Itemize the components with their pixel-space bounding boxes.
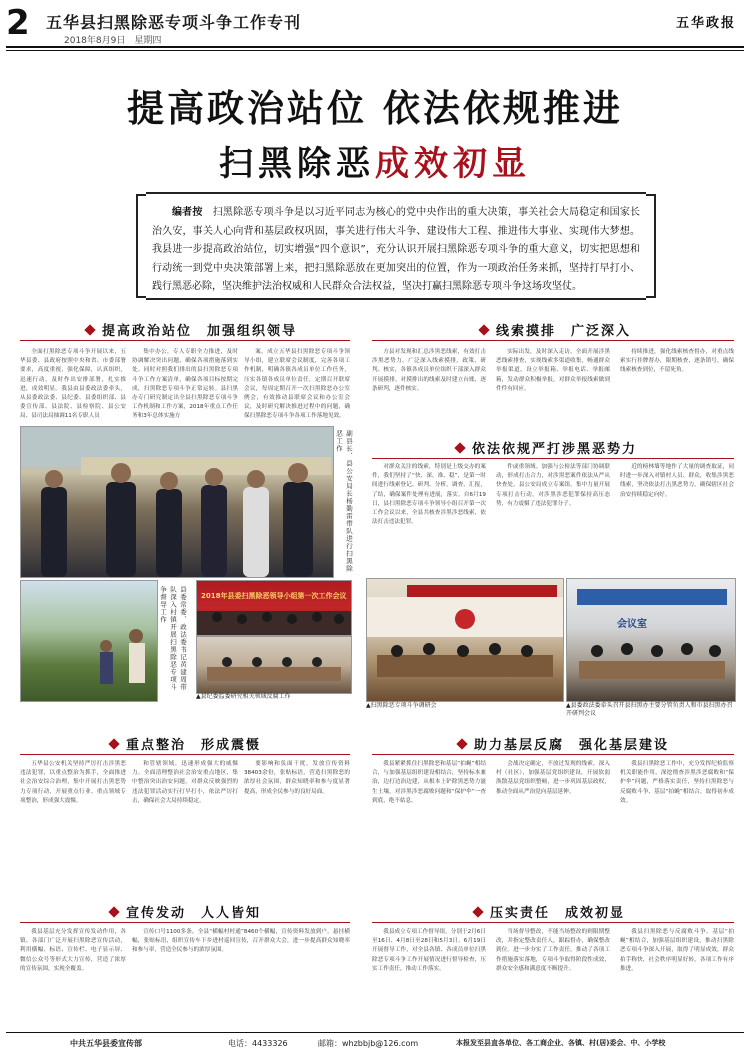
- section-heading-1: [86, 320, 297, 339]
- section-rule-6: [20, 922, 350, 923]
- section-heading-7: [474, 902, 625, 921]
- article-column-16: 我县基层充分发挥宣传发动作用，各镇、各部门广泛开展扫黑除恶宣传活动，利用横幅、标语、宣传栏、电子显示屏、微信公众号等形式大力宣传，营造了浓厚的宣传氛围，实现全覆盖。: [20, 929, 126, 972]
- article-column-13: 我县紧紧抓住扫黑除恶和基层“拍蝇”相结合，与加强基层组织建设相结合，坚持标本兼治，边打边治边建，从根本上铲除黑恶势力滋生土壤，对涉黑涉恶腐败问题和“保护伞”一查到底，绝不姑息。: [372, 761, 486, 804]
- section-heading-5: [458, 734, 669, 753]
- section-heading-2-text: 线索摸排 广泛深入: [496, 324, 632, 339]
- article-column-9: 近的榜林墙等地作了大量的调查取证，同时进一步深入对镇村人员、群众，收集涉黑恶线索，坚决依法打击黑恶势力，确保辖区社会治安持续稳定向好。: [620, 464, 734, 498]
- photo-caption-4: ▲扫黑除恶专项斗争调研会: [366, 702, 437, 709]
- article-column-10: 五华县公安机关坚持严厉打击涉黑恶违法犯罪，以重点整治为抓手，全面推进社会治安综合治理，集中开展打击黑恶势力专项行动，开展重点行业、重点领域专项整治，形成强大震慑。: [20, 761, 126, 804]
- page-date: 2018年8月9日 星期四: [64, 36, 162, 46]
- section-heading-7-text: 压实责任 成效初显: [490, 906, 626, 921]
- article-column-7: 对群众关注的线索，特别是上级交办的案件，我们坚持了“快、深、准、稳”，是第一时间进行线索登记、研判、分析，调查、汇报，了结，确保案件处理有进展，落实。自6月19日，县扫黑除恶专项斗争领导小组召开第一次工作会议以来，全县共核查涉黑涉恶线索，依法打击违法犯罪。: [372, 464, 486, 526]
- editor-note-box: [146, 192, 646, 300]
- bracket-left: [136, 194, 146, 298]
- sub-title: [0, 136, 750, 185]
- article-column-5: 实际出发，及时深入走访，全面开展涉黑恶线索排查，实现线索多渠道收集，畅通群众举报渠道，设立举报箱、举报电话、举报邮箱，发动群众积极举报，对群众举报线索做到件件有回应。: [496, 349, 610, 392]
- section-rule-2: [372, 340, 734, 341]
- footer-phone: 电话：4433326: [228, 1039, 288, 1048]
- section-rule-5: [372, 754, 734, 755]
- meeting-banner-text: 2018年县委扫黑除恶领导小组第一次工作会议: [201, 592, 347, 600]
- article-column-3: 案，成立五华县扫黑除恶专项斗争领导小组，建立联席会议制度，完善各项工作机制，明确各镇各成员单位工作任务，压实各镇各成员单位责任，定期召开联席会议，每周定期召开一次扫黑除恶办公室例会，有效推动县联席会议和办公室会议，及时研究解决推进过程中的问题，确保扫黑除恶专项斗争各项工作落地见效。: [244, 349, 350, 420]
- section-heading-6-text: 宣传发动 人人皆知: [126, 906, 262, 921]
- section-heading-2: [480, 320, 631, 339]
- photo-field-figures: [21, 581, 157, 701]
- sub-title-part-b: 成效初显: [375, 144, 531, 184]
- meeting-room-sign: 会议室: [617, 619, 647, 630]
- diamond-icon: [108, 906, 119, 917]
- diamond-icon: [84, 324, 95, 335]
- article-column-20: 我县扫黑除恶与反腐败斗争、基层“拍蝇”相结合，加强基层组织建设，推动扫黑除恶专项斗争深入开展，取得了明显成效，群众拍手称快，社会秩序明显好转，各项工作有序推进。: [620, 929, 734, 972]
- article-column-11: 和管辖领域，迅速形成强大的威慑力。全面清理整治社会治安重点地区，集中整治突出治安问题，对群众反映强烈的违法犯罪活动实行打早打小，依法严厉打击，确保社会大局持续稳定。: [132, 761, 238, 804]
- section-heading-3-text: 依法依规严打涉黑恶势力: [472, 442, 638, 457]
- photo-caption-3: ▲县纪委监委研究相关领域反腐工作: [196, 693, 291, 700]
- photo-police-visit: [20, 426, 334, 578]
- page-number: 2: [6, 3, 30, 43]
- diamond-icon: [456, 738, 467, 749]
- photo-meeting-banner: [196, 580, 352, 636]
- section-rule-1: [20, 340, 350, 341]
- article-column-8: 件或重领域。加强与公检法等部门协调联动，形成打击合力，对涉黑恶案件依法从严从快查处。县公安局成立专案组，集中力量开展专项打击行动，对涉黑涉恶犯罪保持高压态势，有力震慑了违法犯罪分子。: [496, 464, 610, 507]
- article-column-1: 全面打黑除恶专项斗争开展以来，五华县委、县政府按照中央和省、市委部署要求，高度重视，强化保障，认真组织，迅速行动，及时作出安排部署，扎实推进，成效明显。我县由县委政法委牵头，从县委政法委、县纪委、县委组织部、县委宣传部、县法院、县检察院、县公安局、县司法局抽调11名专职人员: [20, 349, 126, 420]
- photo-caption-vertical-2: 县委常委、政法委书记黄建周带队深入村镇开展扫黑除恶专项斗争督导工作: [159, 586, 187, 691]
- photo-field-inspection: [20, 580, 158, 702]
- footer-publisher: 中共五华县委宣传部: [70, 1039, 142, 1048]
- photo-symposium: [366, 578, 564, 702]
- section-rule-4: [20, 754, 350, 755]
- article-column-19: 当场督导整改，不能当场整改的则限期整改，并指定整改责任人，跟踪督办，确保整改到位。进一步夯实了工作责任，推动了各项工作措施落实落地，专项斗争取得阶段性成效，群众安全感和满意度不断提升。: [496, 929, 610, 972]
- footer-distribution: 本报发至县直各单位、各工商企业、各镇、村(居)委会、中、小学校: [456, 1039, 666, 1047]
- article-column-2: 集中办公，专人专职全力推进，及时协调解决突出问题，确保各项措施落到实处。同时对照我们排出的县扫黑除恶专项斗争工作方案清单，确保各项目标按期完成，扫黑除恶专项斗争正常运转。县扫黑办专门研究制定出全县扫黑除恶专项斗争工作机制和工作方案，2018年重点工作任务和3年总体实施方: [132, 349, 238, 420]
- photo-discipline-meeting: [196, 636, 352, 694]
- banner-audience: [197, 581, 351, 635]
- header-rule-thin: [6, 50, 744, 51]
- diamond-icon: [472, 906, 483, 917]
- diamond-icon: [108, 738, 119, 749]
- newspaper-brand: 五华政报: [675, 16, 736, 31]
- symposium-scene: [367, 579, 563, 701]
- article-column-17: 宣传口号1100多条，全县“横幅村村通”8460个横幅，宣传资料发放到户，悬挂横幅，张贴标语，组织宣传车下乡进村巡回宣传，召开群众大会，进一步提高群众知晓率和参与率，营造全民参与的浓厚氛围。: [132, 929, 350, 954]
- section-heading-4: [110, 734, 261, 753]
- sub-title-part-a: 扫黑除恶: [219, 144, 375, 184]
- photo-caption-vertical-1: 副县长、县公安局长杨勤雷带队进行扫黑除恶工作: [335, 430, 353, 573]
- photo-caption-5: ▲县委政法委牵头召开县扫黑办主要分管负责人和市县扫黑办召开研判会议: [566, 702, 733, 717]
- section-heading-4-text: 重点整治 形成震慑: [126, 738, 262, 753]
- diamond-icon: [454, 442, 465, 453]
- section-rule-7: [372, 922, 734, 923]
- article-column-6: 持续推进，强化线索核查督办，对重点线索实行挂牌督办，限期核查，逐条销号，确保线索核查到位，不留死角。: [620, 349, 734, 374]
- section-heading-3: [456, 438, 637, 457]
- editor-note-text: [152, 204, 640, 297]
- section-heading-5-text: 助力基层反腐 强化基层建设: [474, 738, 670, 753]
- main-title: 提高政治站位 依法依规推进: [127, 86, 623, 130]
- page-header-title: 五华县扫黑除恶专项斗争工作专刊: [46, 13, 302, 32]
- article-column-14: 会战决定确定，不放过发现的线索，深入村（社区），加强基层党组织建设，开展软弱涣散基层党组织整顿，进一步巩固基层政权，推动全面从严治党向基层延伸。: [496, 761, 610, 795]
- article-column-18: 我县成立专项工作督导组，分别于2月6日至16日、4月8日至28日和5月3日、6月19日开展督导工作，对全县各镇、各成员单位扫黑除恶专项斗争工作开展情况进行督导检查，压实工作责任，推动工作落实。: [372, 929, 486, 972]
- footer-rule: [6, 1032, 744, 1033]
- section-heading-6: [110, 902, 261, 921]
- discipline-meeting-figures: [197, 637, 351, 693]
- article-column-4: 方县对发现和汇总涉黑恶线索，有效打击涉黑恶势力，广泛深入线索摸排，政策、研判、核实，各镇各成员单位组织干部深入群众开展摸排。对摸排出的线索及时建立台账，逐条研判，逐件核实。: [372, 349, 486, 392]
- editor-note-label: 编者按: [172, 207, 203, 218]
- photo-conference-room: [566, 578, 736, 702]
- conference-room-scene: [567, 579, 735, 701]
- article-column-12: 要影响和负面干扰，发放宣传资料38403余份，张贴标语，营造扫黑除恶的浓厚社会氛围，群众知晓率和参与度显著提高，形成全民参与的良好局面。: [244, 761, 350, 795]
- footer-email: 邮箱：whzbbjb@126.com: [318, 1039, 419, 1048]
- diamond-icon: [478, 324, 489, 335]
- photo-police-visit-figures: [21, 427, 333, 577]
- header-rule: [6, 46, 744, 48]
- bracket-right: [646, 194, 656, 298]
- section-heading-1-text: 提高政治站位 加强组织领导: [102, 324, 298, 339]
- article-column-15: 我县扫黑除恶工作中，充分发挥纪检监察机关职能作用，深挖彻查涉黑涉恶腐败和“保护伞”问题，严格落实责任，坚持扫黑除恶与反腐败斗争、基层“拍蝇”相结合，取得初步成效。: [620, 761, 734, 804]
- editor-note-body: 扫黑除恶专项斗争是以习近平同志为核心的党中央作出的重大决策，事关社会大局稳定和国家长治久安，事关人心向背和基层政权巩固，事关进行伟大斗争、建设伟大工程、推进伟大事业、实现伟大梦想。我县进一步提高政治站位，切实增强“四个意识”，充分认识开展扫黑除恶专项斗争的重大意义，切实把思想和行动统一到党中央决策部署上来，把扫黑除恶放在更加突出的位置，作为一项政治任务来抓，坚持打早打小、践行黑恶必除，坚决维护法治权威和人民群众合法权益，坚决打赢扫黑除恶专项斗争这场攻坚仗。: [152, 207, 641, 292]
- section-rule-3: [372, 458, 734, 459]
